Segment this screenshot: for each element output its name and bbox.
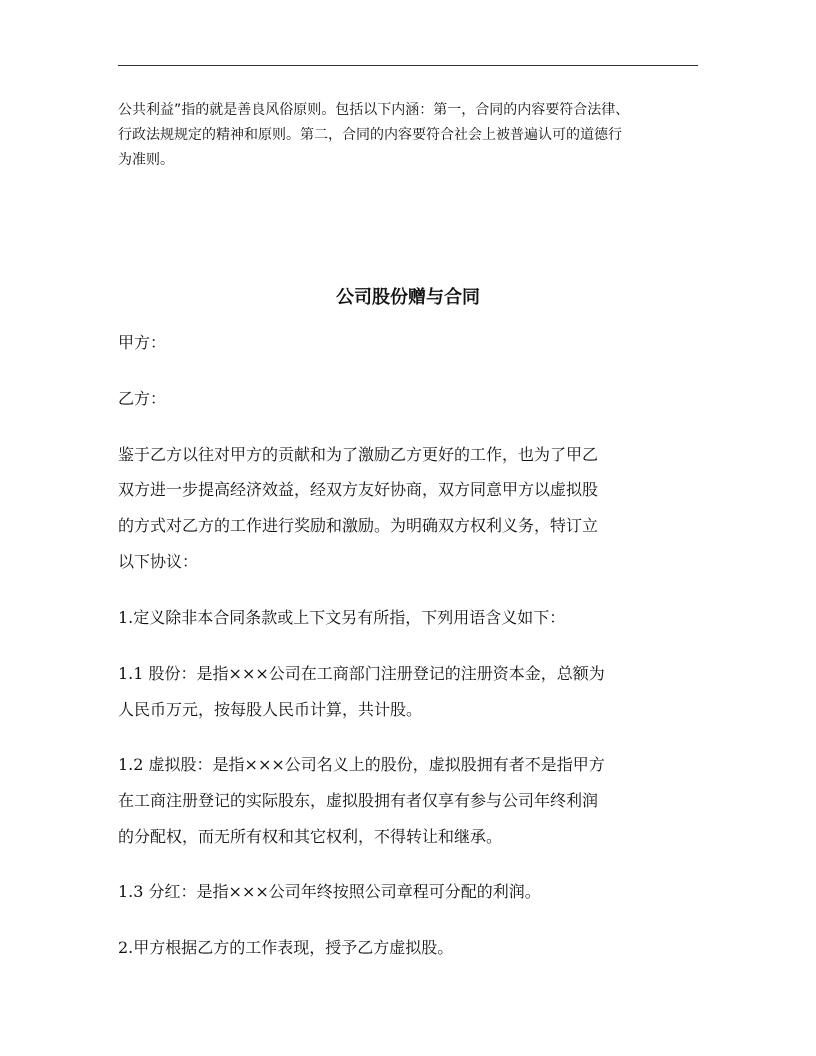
- intro-line: 行政法规规定的精神和原则。第二，合同的内容要符合社会上被普遍认可的道德行: [118, 127, 622, 143]
- clause-1-1-line: 人民币万元，按每股人民币计算，共计股。: [118, 700, 423, 719]
- intro-line: 公共利益”指的就是善良风俗原则。包括以下内涵：第一，合同的内容要符合法律、: [118, 102, 630, 118]
- header-rule: [118, 65, 698, 66]
- clause-1-3: 1.3 分红：是指×××公司年终按照公司章程可分配的利润。: [118, 882, 541, 901]
- preamble-line: 双方进一步提高经济效益，经双方友好协商，双方同意甲方以虚拟股: [118, 480, 599, 499]
- clause-2: 2.甲方根据乙方的工作表现，授予乙方虚拟股。: [118, 938, 454, 957]
- clause-1-2-line: 在工商注册登记的实际股东，虚拟股拥有者仅享有参与公司年终利润: [118, 791, 599, 810]
- preamble-line: 鉴于乙方以往对甲方的贡献和为了激励乙方更好的工作，也为了甲乙: [118, 445, 599, 464]
- clause-1-2-line: 1.2 虚拟股：是指×××公司名义上的股份，虚拟股拥有者不是指甲方: [118, 755, 605, 774]
- intro-paragraph: [118, 98, 700, 173]
- preamble-line: 的方式对乙方的工作进行奖励和激励。为明确双方权利义务，特订立: [118, 516, 599, 535]
- contract-title: 公司股份赠与合同: [336, 287, 480, 308]
- party-b-label: 乙方：: [118, 389, 167, 408]
- clause-1-1-line: 1.1 股份：是指×××公司在工商部门注册登记的注册资本金，总额为: [118, 664, 605, 683]
- intro-line: 为准则。: [118, 152, 174, 168]
- clause-1-2-line: 的分配权，而无所有权和其它权利，不得转让和继承。: [118, 827, 503, 846]
- clause-1: 1.定义除非本合同条款或上下文另有所指，下列用语含义如下：: [118, 608, 566, 627]
- preamble-line: 以下协议：: [118, 552, 199, 571]
- party-a-label: 甲方：: [118, 333, 167, 352]
